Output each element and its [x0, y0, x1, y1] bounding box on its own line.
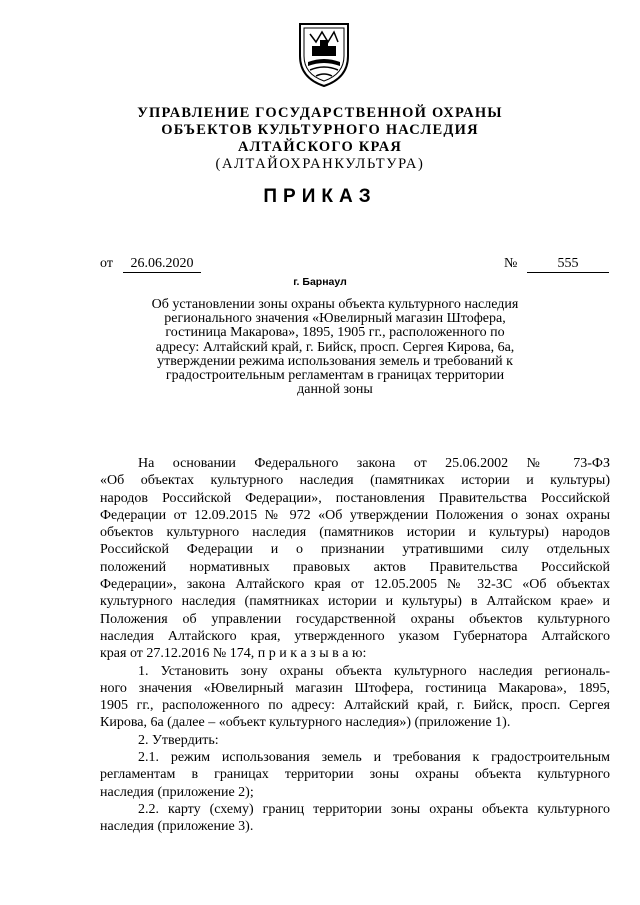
subject-line: гостиница Макарова», 1895, 1905 гг., расположенного по: [165, 325, 505, 341]
org-name-line1: УПРАВЛЕНИЕ ГОСУДАРСТВЕННОЙ ОХРАНЫ: [137, 105, 503, 121]
order-date: 26.06.2020: [123, 256, 201, 273]
org-name-line2: ОБЪЕКТОВ КУЛЬТУРНОГО НАСЛЕДИЯ: [161, 122, 479, 138]
order-title: ПРИКАЗ: [263, 186, 377, 207]
body-line: 2.2. карту (схему) границ территории зоны охраны объекта культурного: [138, 801, 610, 817]
body-line: народов Российской Федерации», постановления Правительства Российской: [100, 490, 610, 506]
body-line: «Об объектах культурного наследия (памятниках истории и культуры): [100, 473, 610, 489]
body-line: регламентам в границах территории зоны охраны объекта культурного: [100, 767, 610, 783]
order-number: 555: [527, 256, 609, 273]
body-line: 1. Установить зону охраны объекта культурного наследия региональ-: [138, 663, 610, 679]
body-line: ного значения «Ювелирный магазин Штофера, гостиница Макарова», 1895,: [100, 680, 610, 696]
body-line: Кирова, 6а (далее – «объект культурного наследия») (приложение 1).: [100, 715, 511, 731]
order-body: [100, 455, 610, 836]
subject-line: утверждении режима использования земель и требований к: [157, 353, 513, 369]
org-name-line3: АЛТАЙСКОГО КРАЯ: [237, 139, 403, 155]
order-subject: [150, 298, 520, 397]
coat-of-arms-icon: [296, 20, 352, 88]
body-line: Российской Федерации и о признании утратившими силу отдельных: [100, 542, 610, 558]
body-line: 2. Утвердить:: [138, 732, 219, 748]
number-prefix: №: [504, 256, 518, 271]
subject-line: адресу: Алтайский край, г. Бийск, просп. Сергея Кирова, 6а,: [155, 339, 515, 355]
body-line: положений нормативных правовых актов Правительства Российской: [100, 559, 610, 575]
city: г. Барнаул: [293, 276, 347, 288]
subject-line: градостроительным регламентам в границах территории: [165, 368, 505, 384]
body-line: наследия Алтайского края, утвержденного указом Губернатора Алтайского: [100, 628, 610, 644]
body-line: Федерации», закона Алтайского края от 12.05.2005 № 32-ЗС «Об объектах: [100, 577, 610, 593]
body-line: наследия (приложение 2);: [100, 784, 254, 800]
subject-line: данной зоны: [297, 382, 373, 398]
org-name-abbrev: (АЛТАЙОХРАНКУЛЬТУРА): [215, 156, 425, 172]
subject-line: Об установлении зоны охраны объекта культурного наследия: [151, 297, 519, 312]
subject-line: регионального значения «Ювелирный магазин Штофера,: [164, 311, 506, 327]
body-line: На основании Федерального закона от 25.06.2002 № 73-ФЗ: [138, 456, 610, 471]
body-line: края от 27.12.2016 № 174, п р и к а з ы в а ю:: [100, 646, 367, 662]
body-line: Федерации от 12.09.2015 № 972 «Об утверждении Положения о зонах охраны: [100, 507, 610, 523]
body-line: 2.1. режим использования земель и требования к градостроительным: [138, 750, 610, 766]
body-line: Положения об управлении государственной охраны объектов культурного: [100, 611, 610, 627]
body-line: объектов культурного наследия (памятников истории и культуры) народов: [100, 525, 610, 541]
date-prefix: от: [100, 256, 113, 271]
body-line: наследия (приложение 3).: [100, 819, 254, 835]
body-line: 1905 гг., расположенного по адресу: Алтайский край, г. Бийск, просп. Сергея: [100, 698, 610, 714]
body-line: культурного наследия (памятниках истории и культуры) в Алтайском крае» и: [100, 594, 610, 610]
